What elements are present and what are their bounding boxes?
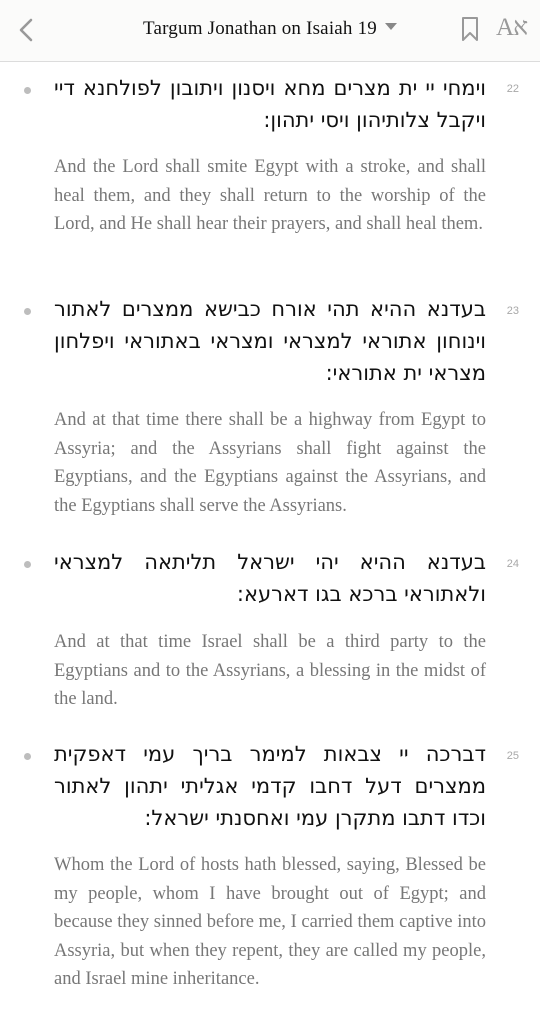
verse-number: 22 xyxy=(506,83,519,95)
verse-bullet xyxy=(24,561,31,568)
reader-header xyxy=(0,0,540,62)
hebrew-text: בעדנא ההיא תהי אורח כבישא ממצרים לאתור וינוחון אתוראי למצראי ומצראי באתוראי ויפלחון מצראי ית אתוראי: xyxy=(54,297,486,385)
hebrew-text: דברכה יי צבאות למימר בריך עמי דאפקית ממצרים דעל דחבו קדמי אגליתי יתהון לאתור וכדו דתבו מתקרן עמי ואחסנתי ישראל: xyxy=(54,742,486,830)
english-text: And at that time Israel shall be a third party to the Egyptians and to the Assyrians, a blessing in the midst of the land. xyxy=(54,632,486,710)
hebrew-text: וימחי יי ית מצרים מחא ויסנון ויתובון לפולחנא דיי ויקבל צלותיהון ויסי יתהון: xyxy=(54,76,486,132)
hebrew-text: בעדנא ההיא יהי ישראל תליתאה למצראי ולאתוראי ברכא בגו דארעא: xyxy=(54,550,486,606)
book-title-dropdown[interactable] xyxy=(143,18,397,40)
verse-bullet xyxy=(24,308,31,315)
language-toggle-button[interactable]: Aא xyxy=(496,14,528,41)
bookmark-icon[interactable] xyxy=(461,16,479,42)
title-container xyxy=(0,18,540,40)
english-text: And the Lord shall smite Egypt with a stroke, and shall heal them, and they shall return to the worship of the Lord, and He shall hear their prayers, and shall heal them. xyxy=(54,157,486,235)
caret-down-icon xyxy=(385,23,397,30)
verse-number: 24 xyxy=(506,558,519,570)
english-text: And at that time there shall be a highway from Egypt to Assyria; and the Assyrians shall fight against the Egyptians, and the Egyptians against the Assyrians, and the Egyptians shall serve the Assyrians. xyxy=(54,410,486,516)
verse-number: 23 xyxy=(506,305,519,317)
verse-bullet xyxy=(24,753,31,760)
english-text: Whom the Lord of hosts hath blessed, saying, Blessed be my people, whom I have brought out of Egypt; and because they sinned before me, I carried them captive into Assyria, but when they repent, they are called my people, and Israel mine inheritance. xyxy=(54,855,486,990)
verse-bullet xyxy=(24,87,31,94)
text-panel xyxy=(0,62,540,1024)
book-title: Targum Jonathan on Isaiah 19 xyxy=(143,18,377,39)
verse-number: 25 xyxy=(506,750,519,762)
